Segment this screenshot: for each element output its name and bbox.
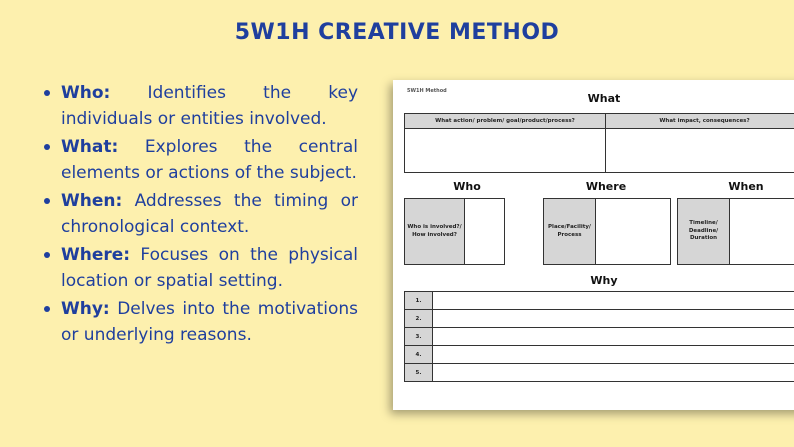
bullet-text: Delves into the motivations or underlying reasons. (61, 299, 359, 345)
bullet-text: Explores the central elements or actions of the subject. (61, 137, 359, 183)
worksheet-label: 5W1H Method (407, 88, 447, 94)
when-label: Timeline/ Deadline/ Duration (678, 199, 730, 264)
what-table (404, 113, 794, 173)
bullet-who (40, 80, 358, 132)
bullet-where (40, 242, 358, 294)
where-title: Where (585, 180, 627, 193)
why-row-number: 3. (405, 328, 433, 345)
when-title: When (728, 180, 764, 193)
who-label: Who is involved?/ How involved? (405, 199, 465, 264)
why-row-number: 2. (405, 310, 433, 327)
bullet-term: When: (61, 191, 123, 211)
bullet-text: Focuses on the physical location or spatial setting. (61, 245, 358, 291)
what-col1-header: What action/ problem/ goal/product/process? (405, 114, 605, 129)
bullet-term: Who: (61, 83, 111, 103)
what-title: What (587, 92, 621, 105)
bullet-text: Addresses the timing or chronological context. (61, 191, 358, 237)
bullet-text: Identifies the key individuals or entities involved. (61, 83, 358, 129)
definition-list (40, 80, 358, 350)
bullet-what (40, 134, 358, 186)
worksheet (393, 80, 794, 410)
bullet-term: Why: (61, 299, 110, 319)
bullet-why (40, 296, 358, 348)
when-box (677, 198, 794, 265)
why-row-number: 5. (405, 364, 433, 381)
bullet-term: What: (61, 137, 119, 157)
bullet-term: Where: (61, 245, 131, 265)
why-row (404, 292, 794, 310)
why-row (404, 328, 794, 346)
why-row (404, 364, 794, 382)
what-col2-header: What impact, consequences? (606, 114, 794, 129)
who-title: Who (453, 180, 481, 193)
why-row (404, 310, 794, 328)
why-row (404, 346, 794, 364)
why-row-number: 1. (405, 292, 433, 309)
where-label: Place/Facility/ Process (544, 199, 596, 264)
what-divider (605, 114, 606, 172)
why-title: Why (590, 274, 618, 287)
why-row-number: 4. (405, 346, 433, 363)
where-box (543, 198, 671, 265)
who-box (404, 198, 505, 265)
page-title: 5W1H CREATIVE METHOD (234, 20, 560, 45)
why-table (404, 291, 794, 382)
bullet-when (40, 188, 358, 240)
